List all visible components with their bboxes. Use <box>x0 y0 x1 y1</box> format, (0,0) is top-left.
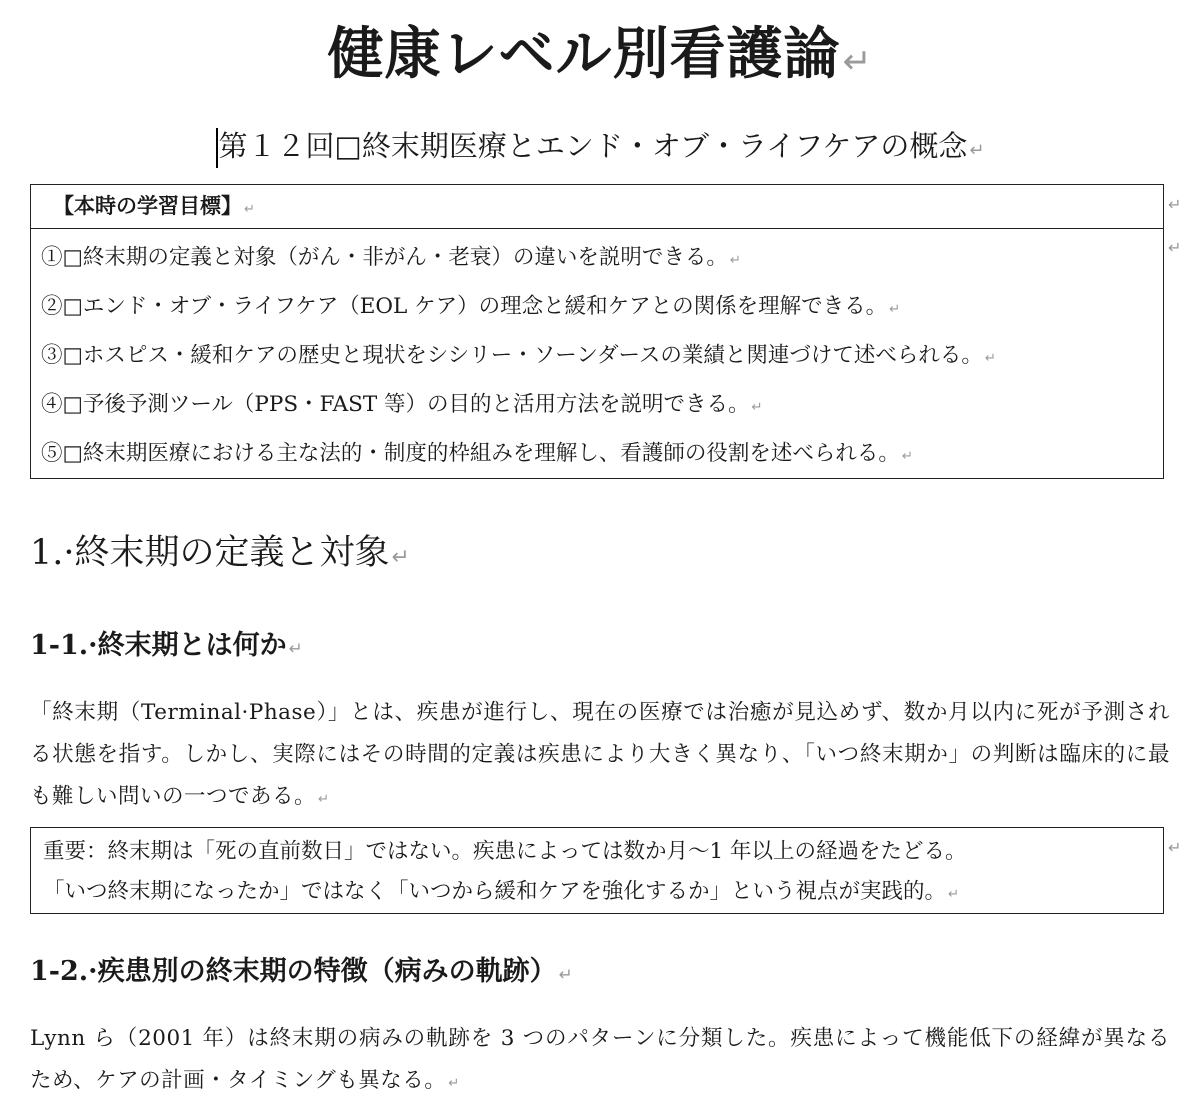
important-note-line <box>43 832 1153 872</box>
objectives-list-cell[interactable] <box>31 229 1163 478</box>
paragraph-mark: ↵ <box>729 253 741 268</box>
subsection-heading-1-2 <box>30 952 573 994</box>
important-note-line <box>43 872 1153 915</box>
paragraph-text: 「終末期（Terminal·Phase）」とは、疾患が進行し、現在の医療では治癒が見込めず、数か月以内に死が予測される状態を指す。しかし、実際にはその時間的定義は疾患により大きく異なり、「いつ終末期か」の判断は臨床的に最も難しい問いの一つである。 <box>30 700 1170 809</box>
objective-text: ②□エンド・オブ・ライフケア（EOL ケア）の理念と緩和ケアとの関係を理解できる。 <box>41 294 888 319</box>
lecture-subtitle[interactable] <box>0 124 1200 173</box>
paragraph-mark: ↵ <box>448 1076 460 1091</box>
paragraph-mark: ↵ <box>558 964 573 984</box>
paragraph-mark: ↵ <box>948 887 960 902</box>
paragraph-mark: ↵ <box>391 545 410 570</box>
row-end-mark: ↵ <box>1168 838 1182 857</box>
objective-text: ⑤□終末期医療における主な法的・制度的枠組みを理解し、看護師の役割を述べられる。 <box>41 441 900 466</box>
subsection-heading-text: 1-1.·終末期とは何か <box>30 630 287 661</box>
note-text: 「いつ終末期になったか」ではなく「いつから緩和ケアを強化するか」という視点が実践的。 <box>43 879 947 904</box>
paragraph-mark: ↵ <box>969 140 985 161</box>
paragraph-mark: ↵ <box>984 351 997 366</box>
objectives-heading-cell[interactable] <box>31 185 1163 229</box>
subsection-heading-1-1 <box>30 626 303 668</box>
lecture-subtitle-text[interactable]: 第１２回□終末期医療とエンド・オブ・ライフケアの概念 <box>218 129 968 163</box>
objective-item <box>41 331 1163 380</box>
objective-text: ④□予後予測ツール（PPS・FAST 等）の目的と活用方法を説明できる。 <box>41 392 750 417</box>
objective-text: ①□終末期の定義と対象（がん・非がん・老衰）の違いを説明できる。 <box>41 245 728 270</box>
paragraph-mark: ↵ <box>842 42 873 82</box>
objective-item <box>41 282 1163 331</box>
body-paragraph-illness-trajectory[interactable] <box>30 1018 1170 1105</box>
section-heading-1 <box>30 528 410 583</box>
document-title-text: 健康レベル別看護論 <box>327 21 841 87</box>
paragraph-text: Lynn ら（2001 年）は終末期の病みの軌跡を 3 つのパターンに分類した。疾患によって機能低下の経緯が異なるため、ケアの計画・タイミングも異なる。 <box>30 1026 1170 1093</box>
objective-item <box>41 380 1163 429</box>
subsection-heading-text: 1-2.·疾患別の終末期の特徴（病みの軌跡） <box>30 956 557 987</box>
learning-objectives-table <box>30 184 1164 479</box>
note-text: 重要：終末期は「死の直前数日」ではない。疾患によっては数か月〜1 年以上の経過をたどる。 <box>43 839 967 864</box>
row-end-mark: ↵ <box>1168 238 1182 257</box>
paragraph-mark: ↵ <box>244 202 255 217</box>
paragraph-mark: ↵ <box>889 302 901 317</box>
objective-text: ③□ホスピス・緩和ケアの歴史と現状をシシリー・ソーンダースの業績と関連づけて述べられる。 <box>41 343 983 368</box>
paragraph-mark: ↵ <box>288 638 303 658</box>
text-cursor <box>216 128 218 168</box>
paragraph-mark: ↵ <box>318 792 330 807</box>
objective-item <box>41 429 1163 478</box>
objectives-heading: 【本時の学習目標】 <box>53 193 242 218</box>
paragraph-mark: ↵ <box>751 400 763 415</box>
important-note-box[interactable] <box>30 827 1164 914</box>
section-heading-text: 1.·終末期の定義と対象 <box>30 533 390 573</box>
row-end-mark: ↵ <box>1168 195 1182 214</box>
document-title <box>0 20 1200 96</box>
paragraph-mark: ↵ <box>901 449 913 464</box>
objective-item <box>41 233 1163 282</box>
body-paragraph-terminal-phase[interactable] <box>30 692 1170 821</box>
